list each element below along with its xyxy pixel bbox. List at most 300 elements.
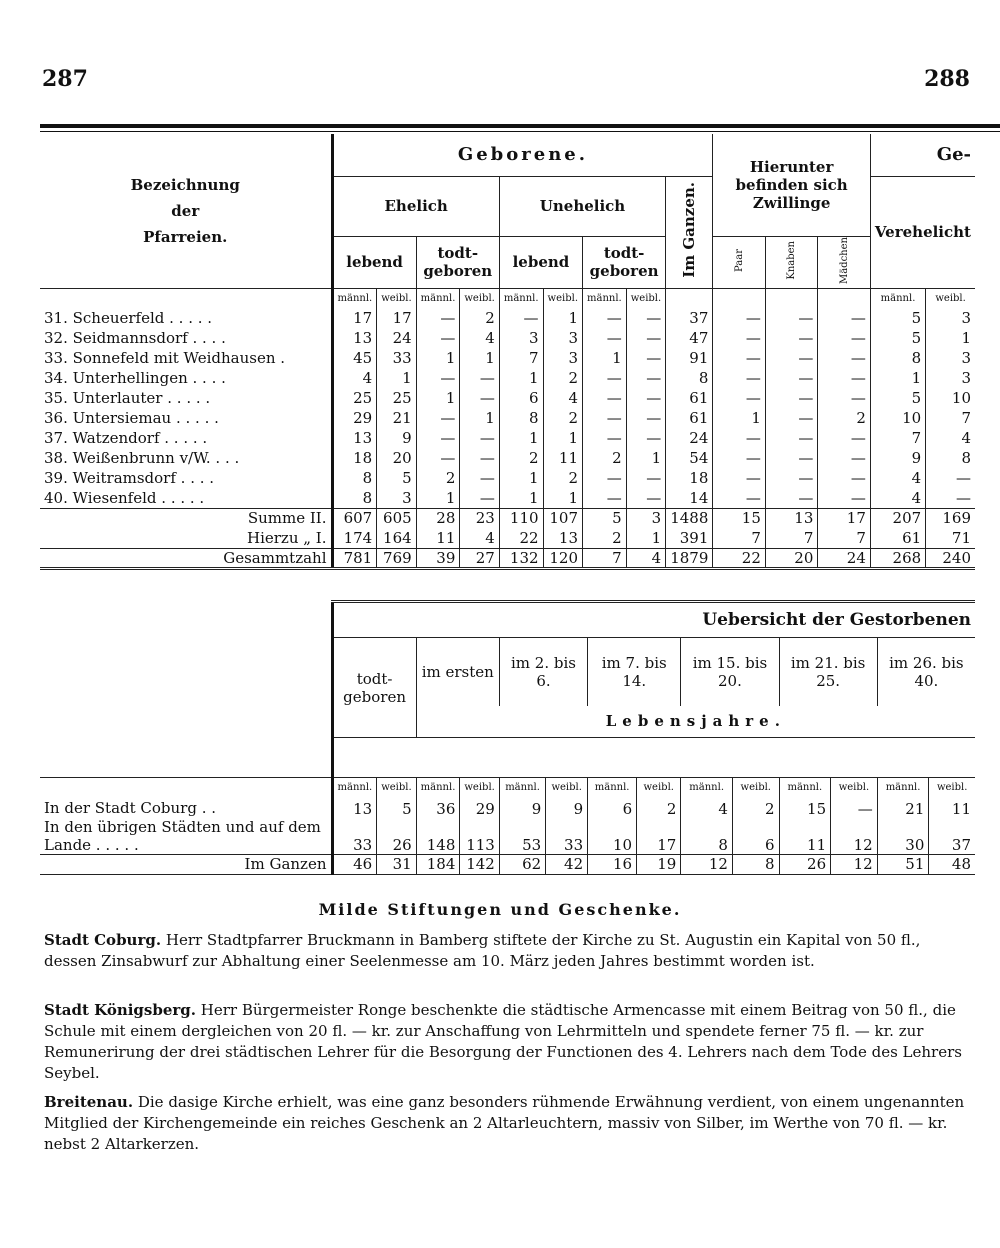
table-cell: 3: [543, 348, 582, 368]
table-cell: 7: [926, 408, 975, 428]
table-cell: —: [818, 468, 871, 488]
table-cell: 142: [460, 854, 499, 874]
table-cell: 28: [416, 508, 460, 528]
table-cell: —: [583, 468, 627, 488]
im-ganzen-header: [666, 176, 713, 288]
table-cell: —: [583, 368, 627, 388]
table-cell: 14: [666, 488, 713, 508]
sex-label: [713, 288, 766, 308]
table-cell: 2: [637, 798, 681, 818]
sex-label: [666, 288, 713, 308]
table-cell: 54: [666, 448, 713, 468]
table-cell: 5: [377, 468, 416, 488]
sex-label: weibl.: [543, 288, 582, 308]
ehelich-todtgeboren: todt- geboren: [416, 236, 499, 288]
table-cell: 1: [499, 488, 543, 508]
table-cell: 1: [583, 348, 627, 368]
table-cell: 8: [681, 818, 733, 855]
table-cell: —: [765, 408, 818, 428]
table-cell: —: [460, 448, 499, 468]
table-cell: 6: [588, 798, 637, 818]
deaths-col-head: im 7. bis 14.: [588, 638, 681, 706]
table-cell: 7: [765, 528, 818, 548]
table-cell: 71: [926, 528, 975, 548]
table-cell: 27: [460, 548, 499, 568]
table-cell: 12: [681, 854, 733, 874]
births-table: [40, 134, 975, 570]
table-cell: 1488: [666, 508, 713, 528]
table-cell: —: [765, 308, 818, 328]
deaths-sex-label: männl.: [499, 778, 545, 798]
table-cell: 29: [460, 798, 499, 818]
table-cell: 47: [666, 328, 713, 348]
table-cell: 110: [499, 508, 543, 528]
table-cell: 46: [332, 854, 377, 874]
table-cell: 13: [543, 528, 582, 548]
table-cell: 48: [929, 854, 975, 874]
table-cell: 174: [332, 528, 377, 548]
deaths-sex-label: weibl.: [732, 778, 779, 798]
table-cell: 3: [499, 328, 543, 348]
table-cell: 9: [546, 798, 588, 818]
table-cell: 4: [681, 798, 733, 818]
table-cell: 17: [637, 818, 681, 855]
table-cell: —: [583, 408, 627, 428]
table-cell: —: [818, 308, 871, 328]
table-cell: —: [765, 448, 818, 468]
table-cell: 2: [732, 798, 779, 818]
table-cell: —: [713, 428, 766, 448]
table-cell: 9: [499, 798, 545, 818]
table-cell: 1: [543, 488, 582, 508]
table-cell: 2: [583, 528, 627, 548]
table-cell: —: [818, 328, 871, 348]
deaths-sex-label: männl.: [779, 778, 831, 798]
table-cell: —: [583, 308, 627, 328]
stiftung-place: Stadt Königsberg.: [44, 1001, 197, 1019]
table-row: [40, 408, 975, 428]
table-cell: 7: [870, 428, 925, 448]
table-cell: 164: [377, 528, 416, 548]
deaths-row-header-blank: [40, 602, 332, 778]
table-cell: 25: [377, 388, 416, 408]
table-cell: —: [818, 368, 871, 388]
table-cell: —: [626, 468, 665, 488]
table-cell: 42: [546, 854, 588, 874]
row-label: Im Ganzen: [244, 855, 327, 873]
table-cell: 1879: [666, 548, 713, 568]
ge-header: Ge-: [870, 134, 975, 176]
table-row: [40, 348, 975, 368]
sex-row-blank: [40, 288, 332, 308]
table-cell: 20: [765, 548, 818, 568]
table-cell: —: [926, 488, 975, 508]
table-cell: 1: [499, 468, 543, 488]
table-cell: —: [765, 428, 818, 448]
table-cell: 1: [460, 348, 499, 368]
table-cell: —: [818, 488, 871, 508]
table-cell: 33: [546, 818, 588, 855]
table-cell: 26: [377, 818, 416, 855]
im-ganzen-label: Im Ganzen.: [680, 182, 699, 278]
table-cell: 7: [583, 548, 627, 568]
table-cell: 6: [499, 388, 543, 408]
table-cell: 13: [765, 508, 818, 528]
table-cell: —: [713, 328, 766, 348]
table-row: [40, 798, 975, 818]
table-cell: 1: [926, 328, 975, 348]
table-cell: 24: [377, 328, 416, 348]
table-cell: —: [831, 798, 878, 818]
table-cell: —: [713, 348, 766, 368]
table-cell: —: [713, 368, 766, 388]
sex-label: männl.: [583, 288, 627, 308]
table-cell: 781: [332, 548, 377, 568]
table-cell: —: [499, 308, 543, 328]
table-cell: 1: [543, 428, 582, 448]
row-header-line: Bezeichnung: [130, 175, 240, 194]
unehelich-lebend: lebend: [499, 236, 582, 288]
stiftung-text: Herr Bürgermeister Ronge beschenkte die städtische Armencasse mit einem Beitrag von 50 fl., die Schule mit einem dergleichen von 20 fl. — kr. zur Anschaffung von Lehrmitteln und spendete ferner 75 fl. — kr. zur Remunerirung der drei städtischen Lehrer für die Besorgung der Functionen des 4. Lehrers nach dem Tode des Lehrers Seybel.: [44, 1001, 962, 1082]
table-cell: 12: [831, 818, 878, 855]
table-cell: 3: [543, 328, 582, 348]
table-cell: 61: [870, 528, 925, 548]
table-cell: 2: [543, 408, 582, 428]
table-row: [40, 328, 975, 348]
sex-label: männl.: [332, 288, 377, 308]
table-cell: 5: [583, 508, 627, 528]
table-cell: 120: [543, 548, 582, 568]
table-cell: 24: [818, 548, 871, 568]
table-cell: 61: [666, 388, 713, 408]
table-cell: —: [818, 428, 871, 448]
table-cell: 132: [499, 548, 543, 568]
table-cell: 17: [332, 308, 377, 328]
table-cell: —: [713, 468, 766, 488]
table-cell: 5: [377, 798, 416, 818]
table-cell: —: [765, 328, 818, 348]
table-cell: 8: [732, 854, 779, 874]
table-cell: 148: [416, 818, 460, 855]
table-cell: —: [818, 348, 871, 368]
row-label: 35. Unterlauter . . . . .: [44, 389, 211, 407]
zwillinge-header: Hierunter befinden sich Zwillinge: [713, 134, 871, 236]
table-cell: 5: [870, 308, 925, 328]
deaths-sex-label: weibl.: [546, 778, 588, 798]
table-cell: 5: [870, 388, 925, 408]
table-cell: 1: [870, 368, 925, 388]
table-cell: 4: [460, 328, 499, 348]
deaths-sex-label: männl.: [332, 778, 377, 798]
table-cell: 2: [543, 368, 582, 388]
table-cell: 8: [870, 348, 925, 368]
table-cell: 11: [543, 448, 582, 468]
table-cell: 2: [499, 448, 543, 468]
table-cell: —: [416, 328, 460, 348]
top-rule: [40, 124, 1000, 128]
deaths-spacer: [332, 738, 975, 778]
table-row: [40, 854, 975, 874]
table-cell: —: [626, 328, 665, 348]
sex-label: weibl.: [926, 288, 975, 308]
table-cell: 1: [460, 408, 499, 428]
table-cell: 62: [499, 854, 545, 874]
table-cell: —: [583, 388, 627, 408]
stiftung-entry: [44, 930, 974, 972]
table-cell: 1: [499, 368, 543, 388]
row-label: 40. Wiesenfeld . . . . .: [44, 488, 205, 507]
table-cell: 21: [377, 408, 416, 428]
row-label: 34. Unterhellingen . . . .: [44, 369, 226, 387]
table-cell: 13: [332, 328, 377, 348]
paar-header: [713, 236, 766, 288]
table-cell: 2: [460, 308, 499, 328]
table-cell: 107: [543, 508, 582, 528]
top-rule-thin: [40, 131, 1000, 132]
table-row: [40, 308, 975, 328]
sex-label: [765, 288, 818, 308]
deaths-sex-label: männl.: [588, 778, 637, 798]
table-cell: 1: [377, 368, 416, 388]
table-cell: 1: [499, 428, 543, 448]
table-cell: —: [460, 428, 499, 448]
table-row: [40, 368, 975, 388]
table-cell: 53: [499, 818, 545, 855]
table-cell: —: [818, 388, 871, 408]
table-cell: —: [626, 488, 665, 508]
sex-label: männl.: [870, 288, 925, 308]
table-cell: 1: [543, 308, 582, 328]
table-cell: —: [460, 488, 499, 508]
sex-label: männl.: [416, 288, 460, 308]
table-cell: 36: [416, 798, 460, 818]
table-cell: 5: [870, 328, 925, 348]
table-cell: 25: [332, 388, 377, 408]
table-cell: 11: [416, 528, 460, 548]
sex-label: weibl.: [377, 288, 416, 308]
table-cell: —: [765, 368, 818, 388]
stiftung-text: Herr Stadtpfarrer Bruckmann in Bamberg stiftete der Kirche zu St. Augustin ein Kapital von 50 fl., dessen Zinsabwurf zur Abhaltung einer Seelenmesse am 10. März jeden Jahres bestimmt worden ist.: [44, 931, 921, 970]
table-cell: —: [626, 388, 665, 408]
sex-label: weibl.: [460, 288, 499, 308]
table-cell: —: [416, 448, 460, 468]
stiftung-entry: [44, 1000, 974, 1084]
table-cell: 3: [626, 508, 665, 528]
table-cell: 607: [332, 508, 377, 528]
table-cell: 1: [416, 488, 460, 508]
row-header-line: Pfarreien.: [143, 227, 228, 246]
deaths-sex-label: männl.: [681, 778, 733, 798]
deaths-sex-label: weibl.: [831, 778, 878, 798]
table-cell: 7: [818, 528, 871, 548]
table-cell: 268: [870, 548, 925, 568]
deaths-todtgeboren: todt- geboren: [332, 638, 416, 738]
row-header-line: der: [171, 201, 200, 220]
table-row: [40, 488, 975, 508]
table-cell: —: [926, 468, 975, 488]
table-cell: —: [765, 488, 818, 508]
deaths-col-head: im 15. bis 20.: [681, 638, 779, 706]
table-cell: 13: [332, 798, 377, 818]
table-cell: 23: [460, 508, 499, 528]
page-number-left: 287: [42, 66, 88, 92]
table-cell: 113: [460, 818, 499, 855]
table-cell: —: [460, 388, 499, 408]
table-cell: 2: [583, 448, 627, 468]
table-cell: —: [626, 408, 665, 428]
table-cell: 769: [377, 548, 416, 568]
table-cell: 4: [332, 368, 377, 388]
deaths-col-head: im ersten: [416, 638, 499, 706]
sex-label: männl.: [499, 288, 543, 308]
deaths-sex-label: männl.: [877, 778, 929, 798]
table-cell: —: [713, 488, 766, 508]
table-row: [40, 388, 975, 408]
lebensjahre-label: Lebensjahre.: [416, 706, 975, 738]
table-cell: 7: [713, 528, 766, 548]
unehelich-header: Unehelich: [499, 176, 665, 236]
table-cell: 4: [460, 528, 499, 548]
table-cell: 12: [831, 854, 878, 874]
table-cell: 605: [377, 508, 416, 528]
table-cell: 3: [926, 368, 975, 388]
deaths-sex-label: weibl.: [460, 778, 499, 798]
table-cell: 37: [666, 308, 713, 328]
table-row: [40, 548, 975, 568]
row-label: In der Stadt Coburg . .: [44, 798, 217, 817]
table-cell: 3: [377, 488, 416, 508]
table-cell: 15: [779, 798, 831, 818]
table-cell: 24: [666, 428, 713, 448]
stiftung-place: Stadt Coburg.: [44, 931, 162, 949]
table-cell: 4: [543, 388, 582, 408]
table-cell: 240: [926, 548, 975, 568]
table-cell: 13: [332, 428, 377, 448]
table-cell: 2: [543, 468, 582, 488]
table-cell: —: [460, 468, 499, 488]
table-cell: —: [416, 428, 460, 448]
table-cell: 16: [588, 854, 637, 874]
table-cell: 6: [732, 818, 779, 855]
table-cell: 2: [416, 468, 460, 488]
table-cell: 29: [332, 408, 377, 428]
knaben-label: Knaben: [786, 241, 798, 280]
table-cell: 8: [499, 408, 543, 428]
table-cell: 30: [877, 818, 929, 855]
verehelicht-header: Verehelicht: [870, 176, 975, 288]
stiftung-text: Die dasige Kirche erhielt, was eine ganz besonders rühmende Erwähnung verdient, von einem ungenannten Mitglied der Kirchengemeinde ein reiches Geschenk an 2 Altarleuchtern, massiv von Silber, im Werthe von 70 fl. — kr. nebst 2 Altarkerzen.: [44, 1093, 965, 1153]
table-cell: 10: [926, 388, 975, 408]
table-cell: —: [765, 388, 818, 408]
maedchen-header: [818, 236, 871, 288]
table-cell: 33: [377, 348, 416, 368]
ehelich-lebend: lebend: [332, 236, 416, 288]
table-cell: 51: [877, 854, 929, 874]
table-cell: 33: [332, 818, 377, 855]
table-cell: 10: [588, 818, 637, 855]
ehelich-header: Ehelich: [332, 176, 499, 236]
sex-label: weibl.: [626, 288, 665, 308]
table-cell: 18: [666, 468, 713, 488]
table-row: [40, 468, 975, 488]
row-label: Hierzu „ I.: [247, 528, 327, 547]
table-cell: —: [713, 448, 766, 468]
table-cell: 22: [499, 528, 543, 548]
table-cell: —: [583, 488, 627, 508]
table-cell: 37: [929, 818, 975, 855]
table-cell: 9: [377, 428, 416, 448]
table-cell: 45: [332, 348, 377, 368]
deaths-col-head: im 21. bis 25.: [779, 638, 877, 706]
table-row: [40, 818, 975, 855]
table-cell: —: [713, 308, 766, 328]
table-cell: 39: [416, 548, 460, 568]
sex-label: [818, 288, 871, 308]
table-cell: —: [818, 448, 871, 468]
table-cell: —: [765, 468, 818, 488]
table-cell: 391: [666, 528, 713, 548]
table-cell: 1: [626, 448, 665, 468]
table-row: [40, 508, 975, 528]
table-cell: 11: [929, 798, 975, 818]
table-cell: 1: [416, 348, 460, 368]
table-cell: 207: [870, 508, 925, 528]
table-cell: 4: [926, 428, 975, 448]
table-cell: —: [626, 308, 665, 328]
table-cell: 10: [870, 408, 925, 428]
row-label: 32. Seidmannsdorf . . . .: [44, 329, 226, 347]
row-label: 31. Scheuerfeld . . . . .: [44, 309, 213, 327]
table-cell: 4: [626, 548, 665, 568]
table-cell: —: [416, 408, 460, 428]
table-cell: 31: [377, 854, 416, 874]
stiftung-place: Breitenau.: [44, 1093, 134, 1111]
table-cell: —: [416, 368, 460, 388]
deaths-col-head: im 2. bis 6.: [499, 638, 587, 706]
table-cell: 169: [926, 508, 975, 528]
table-cell: 15: [713, 508, 766, 528]
deaths-sex-row-blank: [40, 778, 332, 798]
unehelich-todtgeboren: todt- geboren: [583, 236, 666, 288]
row-label: In den übrigen Städten und auf dem Lande . . . . .: [44, 817, 321, 854]
row-header: [40, 134, 332, 288]
table-cell: 8: [926, 448, 975, 468]
table-cell: 1: [626, 528, 665, 548]
paar-label: Paar: [733, 249, 745, 272]
deaths-table: [40, 600, 975, 875]
row-label: 39. Weitramsdorf . . . .: [44, 469, 215, 487]
table-cell: 8: [332, 488, 377, 508]
table-cell: 8: [666, 368, 713, 388]
table-cell: 3: [926, 348, 975, 368]
row-label: 37. Watzendorf . . . . .: [44, 429, 208, 447]
table-cell: 22: [713, 548, 766, 568]
row-label: 33. Sonnefeld mit Weidhausen .: [44, 349, 286, 367]
table-row: [40, 428, 975, 448]
table-cell: 4: [870, 468, 925, 488]
table-cell: —: [626, 348, 665, 368]
table-cell: 2: [818, 408, 871, 428]
deaths-sex-label: weibl.: [637, 778, 681, 798]
table-cell: 26: [779, 854, 831, 874]
geborene-header: Geborene.: [332, 134, 713, 176]
table-cell: 61: [666, 408, 713, 428]
table-cell: —: [460, 368, 499, 388]
table-cell: 11: [779, 818, 831, 855]
table-cell: 17: [377, 308, 416, 328]
knaben-header: [765, 236, 818, 288]
deaths-sex-label: weibl.: [929, 778, 975, 798]
